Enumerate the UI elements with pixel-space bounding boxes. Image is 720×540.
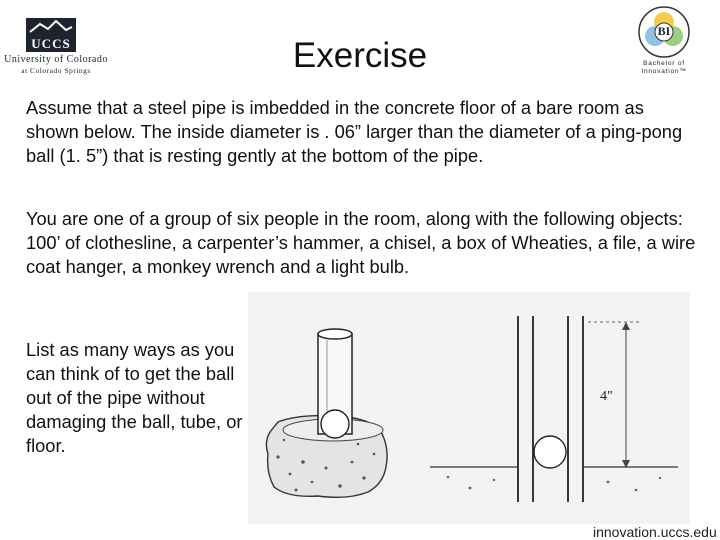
bi-mark-text: BI [657,24,671,38]
task-instructions: List as many ways as you can think of to get the ball out of the pipe without damaging the ball, tube, or floor. [26,339,243,456]
footer-url[interactable]: innovation.uccs.edu [593,524,717,540]
uccs-university-name: University of Colorado [4,54,108,65]
problem-description: Assume that a steel pipe is imbedded in the concrete floor of a bare room as shown below. The inside diameter is . 06” larger than the diameter of a ping-pong ball (1. 5”) that is resting gently at the bottom of the pipe. [26,97,683,166]
pipe-perspective-drawing [266,329,387,497]
uccs-campus-name: at Colorado Springs [21,66,91,75]
objects-list: You are one of a group of six people in the room, along with the following objects: 100’ of clothesline, a carpenter’s hammer, a chisel, a box of Wheaties, a file, a wire coat hanger, a monkey wrench and a light bulb. [26,208,696,277]
slide-title: Exercise [292,36,428,75]
pipe-sketch-figure [248,292,690,524]
uccs-logo-text: UCCS [31,36,71,51]
pipe-cross-section-drawing [430,316,678,502]
bi-tagline-2: Innovation™ [641,68,687,75]
dimension-label: 4" [600,389,613,404]
bi-tagline-1: Bachelor of [643,60,685,67]
